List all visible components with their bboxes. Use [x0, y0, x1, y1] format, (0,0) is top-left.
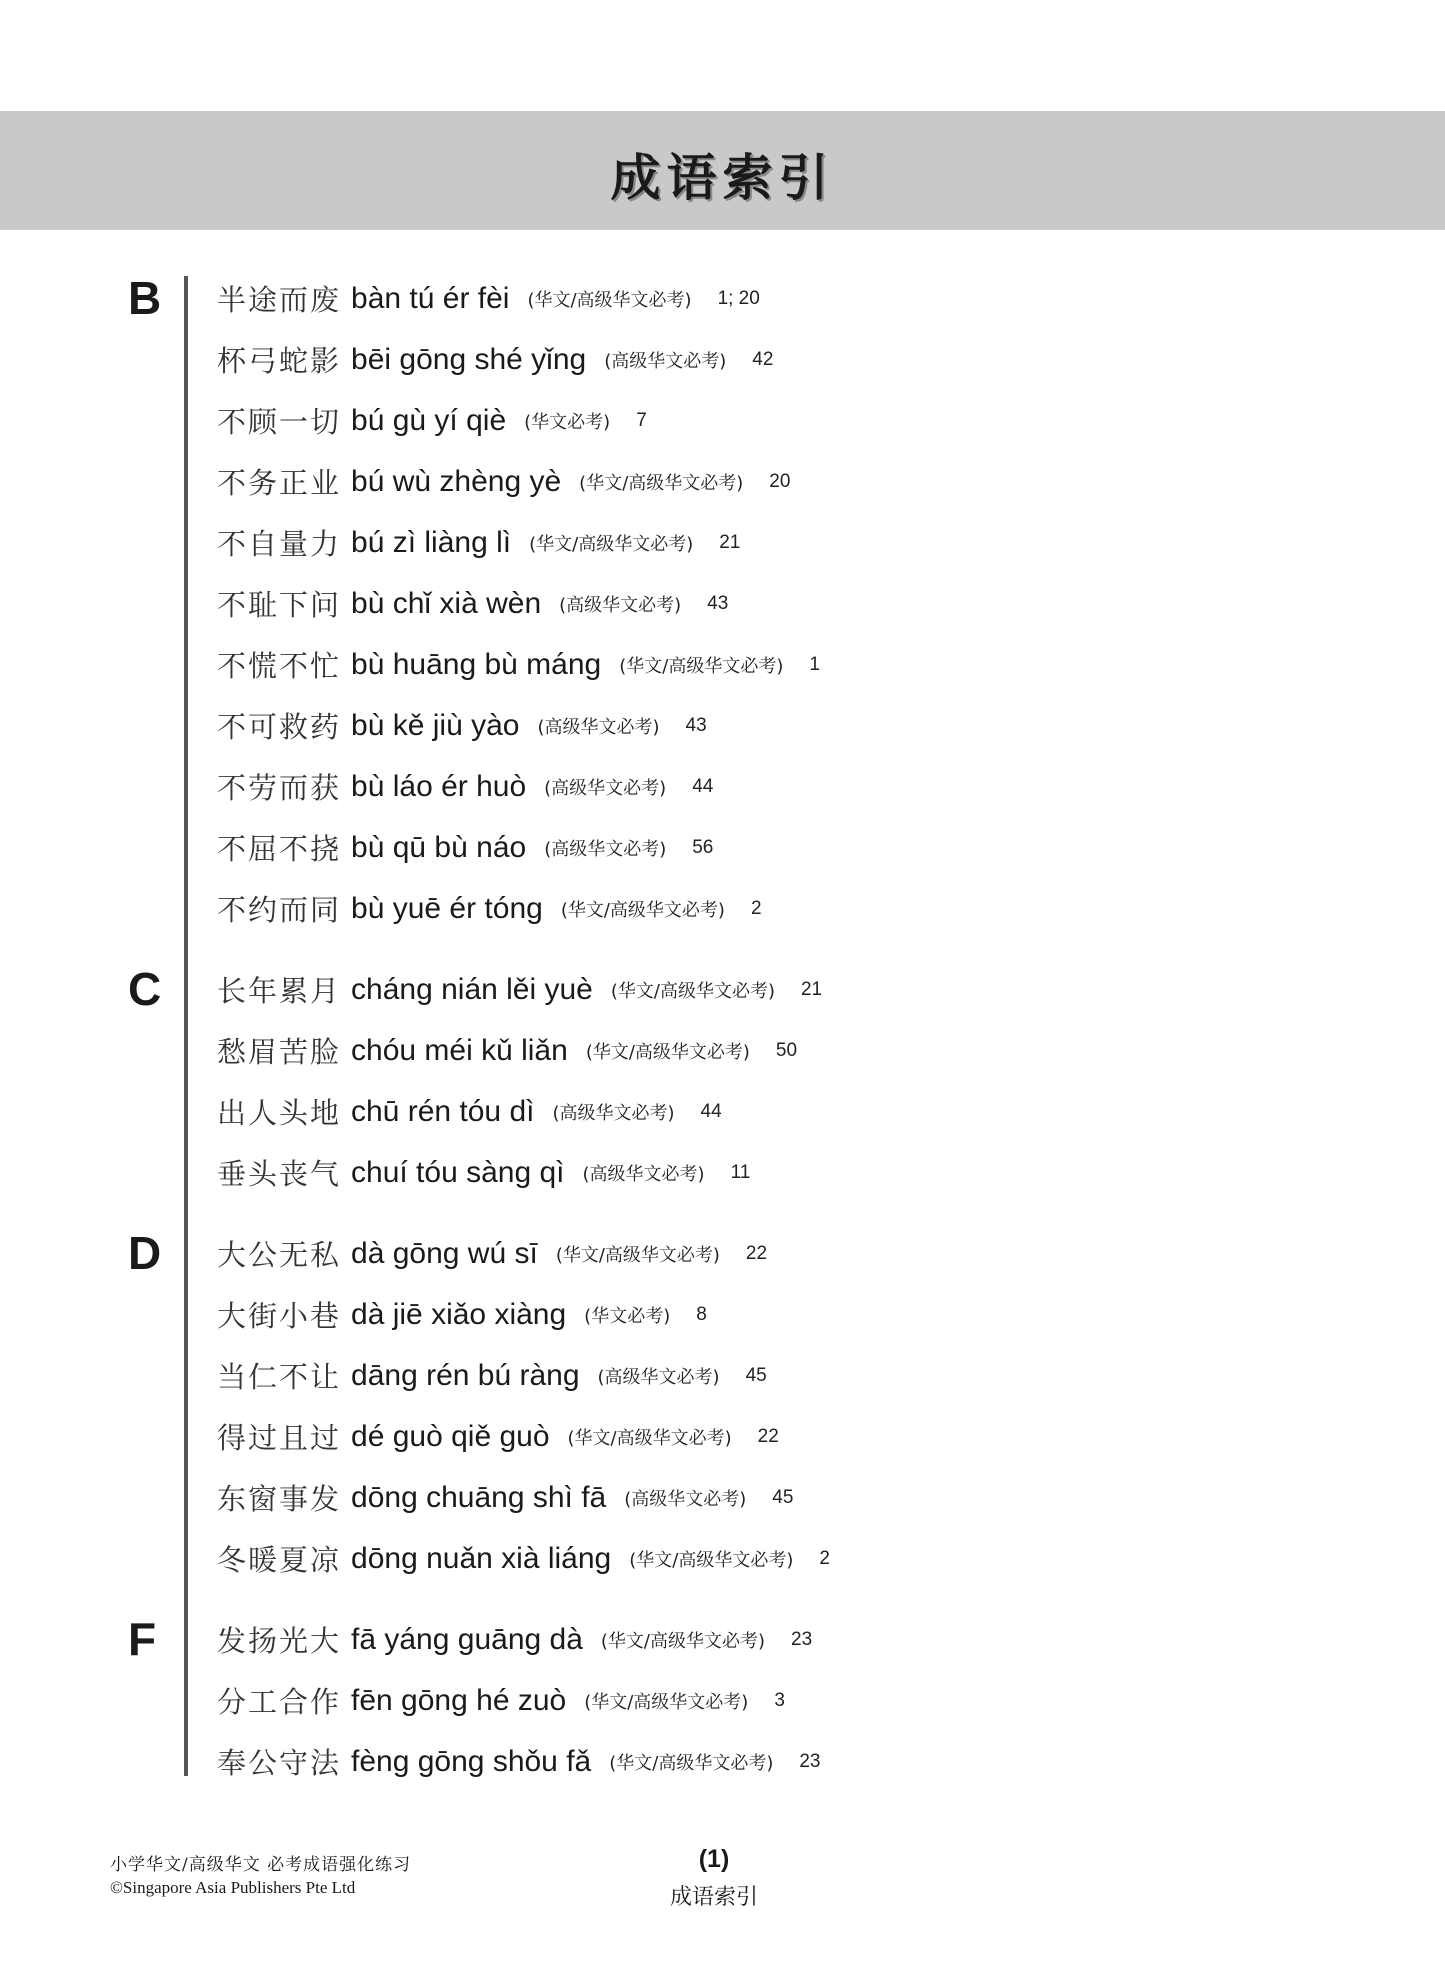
idiom-pinyin: dōng chuāng shì fā: [351, 1480, 607, 1514]
index-entry: [0, 1406, 1445, 1467]
index-entry: [0, 512, 1445, 573]
section-letter: D: [128, 1227, 162, 1279]
idiom-pinyin: bù yuē ér tóng: [351, 891, 543, 925]
idiom-pinyin: bú gù yí qiè: [351, 403, 507, 437]
exam-level-tag: (华文必考): [584, 1305, 671, 1327]
idiom-pinyin: bú wù zhèng yè: [351, 464, 562, 498]
index-entry: [0, 817, 1445, 878]
footer-copyright: ©Singapore Asia Publishers Pte Ltd: [110, 1878, 356, 1897]
idiom-pinyin: bù láo ér huò: [351, 769, 527, 803]
idiom-chinese: 不顾一切: [217, 405, 342, 439]
section-letter: B: [128, 272, 162, 324]
exam-level-tag: (华文必考): [524, 411, 611, 433]
index-section-c: [0, 959, 1445, 1203]
idiom-chinese: 不屈不挠: [217, 832, 342, 866]
page-reference: 45: [772, 1486, 794, 1508]
exam-level-tag: (高级华文必考): [624, 1488, 747, 1510]
index-section-d: [0, 1223, 1445, 1589]
idiom-index: [0, 268, 1445, 1812]
idiom-pinyin: fèng gōng shǒu fǎ: [351, 1744, 592, 1778]
exam-level-tag: (华文/高级华文必考): [555, 1244, 720, 1266]
index-entry: [0, 634, 1445, 695]
exam-level-tag: (华文/高级华文必考): [585, 1041, 750, 1063]
index-entry: [0, 1284, 1445, 1345]
page-reference: 1: [809, 653, 820, 675]
page-reference: 1; 20: [717, 287, 760, 309]
idiom-pinyin: dà jiē xiǎo xiàng: [351, 1297, 567, 1331]
index-entry: [0, 1345, 1445, 1406]
idiom-chinese: 发扬光大: [217, 1624, 342, 1658]
idiom-chinese: 冬暖夏凉: [217, 1543, 342, 1577]
idiom-chinese: 不自量力: [217, 527, 342, 561]
idiom-chinese: 分工合作: [217, 1685, 342, 1719]
idiom-chinese: 杯弓蛇影: [217, 344, 342, 378]
idiom-pinyin: bù chǐ xià wèn: [351, 586, 542, 620]
page-reference: 44: [692, 775, 714, 797]
idiom-pinyin: dāng rén bú ràng: [351, 1358, 580, 1392]
exam-level-tag: (高级华文必考): [552, 1102, 675, 1124]
exam-level-tag: (华文/高级华文必考): [567, 1427, 732, 1449]
page-reference: 2: [819, 1547, 830, 1569]
idiom-chinese: 长年累月: [217, 974, 342, 1008]
exam-level-tag: (华文/高级华文必考): [629, 1549, 794, 1571]
idiom-chinese: 不慌不忙: [217, 649, 342, 683]
index-entry: [0, 573, 1445, 634]
exam-level-tag: (高级华文必考): [537, 716, 660, 738]
exam-level-tag: (华文/高级华文必考): [560, 899, 725, 921]
section-letter: F: [128, 1613, 157, 1665]
exam-level-tag: (华文/高级华文必考): [610, 980, 775, 1002]
index-entry: [0, 1223, 1445, 1284]
page-reference: 22: [757, 1425, 779, 1447]
idiom-chinese: 不务正业: [217, 466, 342, 500]
exam-level-tag: (高级华文必考): [544, 838, 667, 860]
idiom-pinyin: cháng nián lěi yuè: [351, 972, 593, 1006]
page-reference: 44: [700, 1100, 722, 1122]
idiom-pinyin: dōng nuǎn xià liáng: [351, 1541, 612, 1575]
exam-level-tag: (高级华文必考): [559, 594, 682, 616]
idiom-chinese: 不耻下问: [217, 588, 342, 622]
idiom-pinyin: chū rén tóu dì: [351, 1094, 535, 1128]
idiom-pinyin: bù huāng bù máng: [351, 647, 602, 681]
page-reference: 22: [745, 1242, 768, 1264]
idiom-pinyin: bàn tú ér fèi: [351, 281, 510, 315]
idiom-chinese: 奉公守法: [217, 1746, 342, 1780]
page-reference: 21: [719, 531, 741, 553]
page-reference: 20: [769, 470, 791, 492]
index-entry: [0, 1467, 1445, 1528]
page-reference: 45: [745, 1364, 767, 1386]
footer-book-title: 小学华文/高级华文 必考成语强化练习: [110, 1855, 412, 1875]
page-reference: 21: [800, 978, 823, 1000]
idiom-chinese: 愁眉苦脸: [217, 1035, 342, 1069]
index-entry: [0, 1142, 1445, 1203]
idiom-chinese: 东窗事发: [217, 1482, 342, 1516]
index-entry: [0, 329, 1445, 390]
idiom-chinese: 垂头丧气: [217, 1157, 342, 1191]
page-reference: 43: [685, 714, 707, 736]
page-reference: 2: [750, 897, 762, 919]
exam-level-tag: (高级华文必考): [544, 777, 667, 799]
idiom-chinese: 半途而废: [217, 283, 342, 317]
index-section-f: [0, 1609, 1445, 1792]
index-entry: [0, 1670, 1445, 1731]
exam-level-tag: (华文/高级华文必考): [619, 655, 784, 677]
index-entry: [0, 451, 1445, 512]
index-entry: [0, 1020, 1445, 1081]
page-reference: 3: [774, 1689, 785, 1711]
index-entry: [0, 695, 1445, 756]
index-entry: [0, 959, 1445, 1020]
idiom-chinese: 不劳而获: [217, 771, 342, 805]
idiom-pinyin: bù kě jiù yào: [351, 708, 520, 742]
exam-level-tag: (华文/高级华文必考): [584, 1691, 749, 1713]
index-entry: [0, 756, 1445, 817]
idiom-chinese: 不约而同: [217, 893, 342, 927]
page-reference: 11: [730, 1161, 751, 1183]
page-reference: 43: [707, 592, 729, 614]
index-section-b: [0, 268, 1445, 939]
idiom-chinese: 得过且过: [217, 1421, 342, 1455]
idiom-pinyin: dà gōng wú sī: [351, 1236, 538, 1270]
index-entry: [0, 878, 1445, 939]
exam-level-tag: (华文/高级华文必考): [527, 289, 692, 311]
page-reference: 23: [799, 1750, 821, 1772]
idiom-chinese: 大街小巷: [217, 1299, 342, 1333]
index-entry: [0, 1731, 1445, 1792]
idiom-chinese: 不可救药: [217, 710, 342, 744]
page-reference: 8: [696, 1303, 707, 1325]
idiom-pinyin: fā yáng guāng dà: [351, 1622, 583, 1656]
idiom-pinyin: fēn gōng hé zuò: [351, 1683, 567, 1717]
page-reference: 42: [752, 348, 774, 370]
footer-page-number: (1): [698, 1845, 730, 1873]
exam-level-tag: (华文/高级华文必考): [579, 472, 744, 494]
page-reference: 56: [692, 836, 714, 858]
idiom-chinese: 当仁不让: [217, 1360, 342, 1394]
idiom-chinese: 出人头地: [217, 1096, 342, 1130]
index-entry: [0, 390, 1445, 451]
idiom-pinyin: bú zì liàng lì: [351, 525, 512, 559]
idiom-pinyin: bēi gōng shé yǐng: [351, 342, 587, 376]
index-entry: [0, 1528, 1445, 1589]
exam-level-tag: (华文/高级华文必考): [600, 1630, 765, 1652]
exam-level-tag: (高级华文必考): [597, 1366, 720, 1388]
section-letter: C: [128, 963, 162, 1015]
page-reference: 7: [636, 409, 647, 431]
page-title: 成语索引: [610, 149, 835, 207]
idiom-pinyin: chuí tóu sàng qì: [351, 1155, 565, 1189]
idiom-pinyin: bù qū bù náo: [351, 830, 527, 864]
page-reference: 23: [791, 1628, 813, 1650]
index-entry: [0, 268, 1445, 329]
exam-level-tag: (高级华文必考): [604, 350, 727, 372]
footer-page-label: 成语索引: [669, 1885, 758, 1910]
idiom-pinyin: dé guò qiě guò: [351, 1419, 550, 1453]
idiom-pinyin: chóu méi kǔ liǎn: [351, 1033, 568, 1067]
page-reference: 50: [775, 1039, 798, 1061]
index-entry: [0, 1081, 1445, 1142]
exam-level-tag: (华文/高级华文必考): [529, 533, 694, 555]
exam-level-tag: (高级华文必考): [582, 1163, 705, 1185]
exam-level-tag: (华文/高级华文必考): [609, 1752, 774, 1774]
index-entry: [0, 1609, 1445, 1670]
idiom-chinese: 大公无私: [217, 1238, 342, 1272]
